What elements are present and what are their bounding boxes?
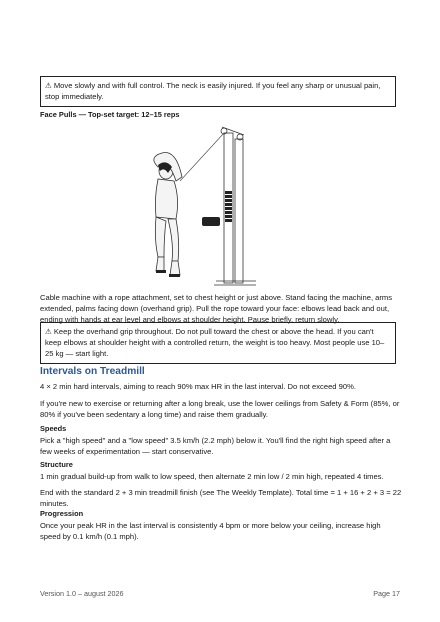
warning-triangle-icon: ⚠	[45, 327, 52, 336]
footer-page-number: Page 17	[373, 589, 400, 598]
exercise-description: Cable machine with a rope attachment, set to chest height or just above. Stand facing the machine, arms extended, palms facing down (overhand grip). Pull the rope toward your face: elbows lead back and out, ending with hands at ear level and elbows at shoulder height. Pause briefly, return slowly.	[40, 293, 393, 324]
warning-text: Keep the overhand grip throughout. Do not pull toward the chest or above the head. If you can't keep elbows at shoulder height with a controlled return, the weight is too heavy. Most people use 10–25 kg — start light.	[45, 327, 385, 358]
warning-triangle-icon: ⚠	[45, 81, 52, 90]
warning-box-exercise	[40, 322, 396, 364]
structure-heading: Structure	[40, 460, 73, 469]
speeds-heading: Speeds	[40, 424, 67, 433]
section-intro-2: If you're new to exercise or returning after a long break, use the lower ceilings from Safety & Form (85%, or 80% if you've been sedentary a long time) and raise them gradually.	[40, 399, 400, 419]
warning-text: Move slowly and with full control. The neck is easily injured. If you feel any sharp or unusual pain, stop immediately.	[45, 81, 381, 101]
structure-text-2: End with the standard 2 + 3 min treadmill finish (see The Weekly Template). Total time = 1 + 16 + 2 + 3 = 22 minutes.	[40, 488, 402, 508]
speeds-text: Pick a "high speed" and a "low speed" 3.5 km/h (2.2 mph) below it. You'll find the right high speed after a few weeks of experimentation — start conservative.	[40, 436, 391, 456]
structure-text: 1 min gradual build-up from walk to low speed, then alternate 2 min low / 2 min high, repeated 4 times.	[40, 472, 384, 481]
footer-version: Version 1.0 – august 2026	[40, 589, 124, 598]
section-intro: 4 × 2 min hard intervals, aiming to reach 90% max HR in the last interval. Do not exceed 90%.	[40, 382, 356, 391]
face-pull-illustration	[136, 119, 258, 287]
progression-heading: Progression	[40, 509, 84, 518]
section-heading: Intervals on Treadmill	[40, 366, 145, 377]
progression-text: Once your peak HR in the last interval is consistently 4 bpm or more below your ceiling, increase high speed by 0.1 km/h (0.1 mph).	[40, 521, 381, 541]
exercise-title: Face Pulls — Top-set target: 12–15 reps	[40, 110, 180, 119]
warning-box-top	[40, 76, 396, 107]
